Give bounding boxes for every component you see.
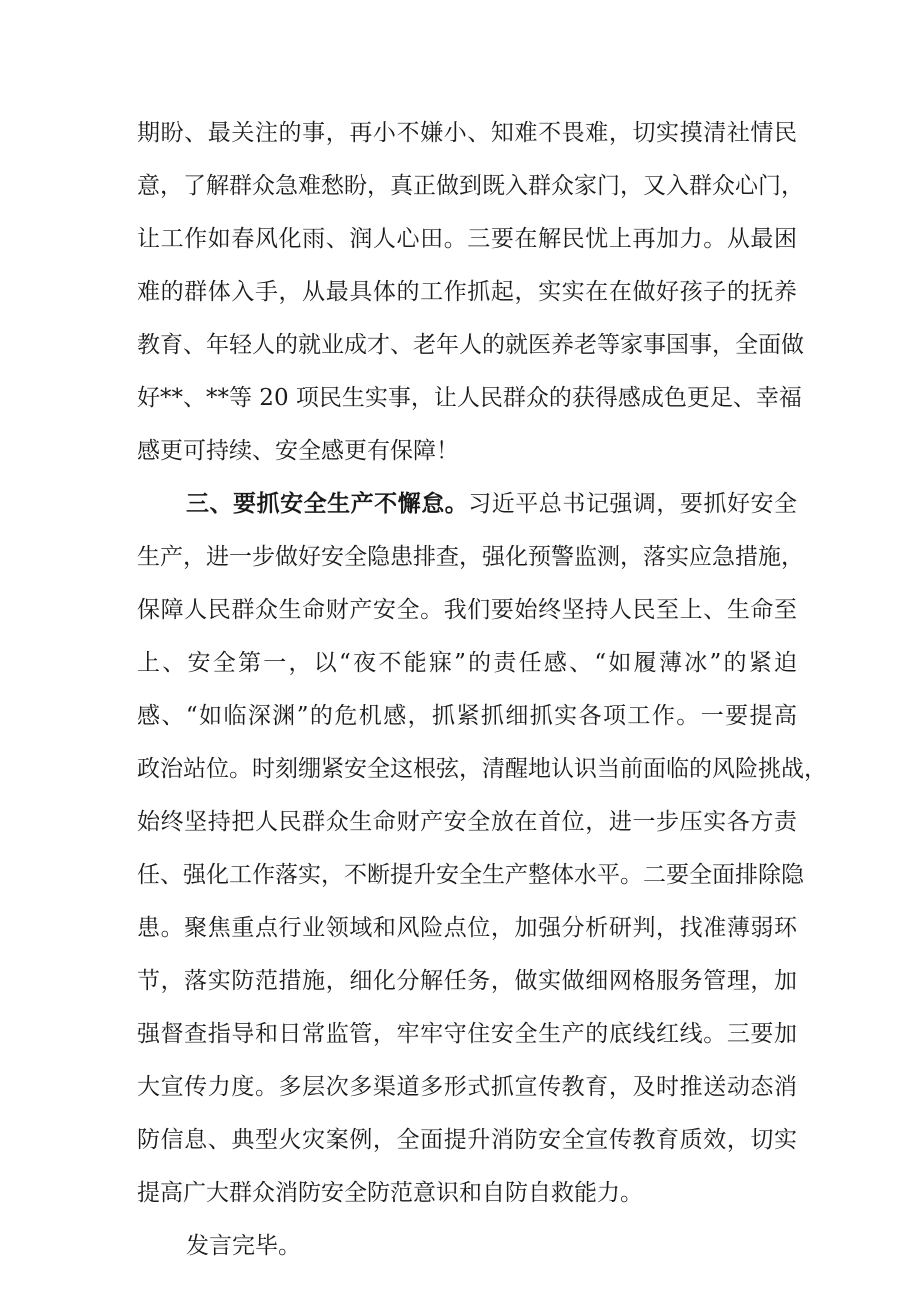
paragraph-1-line-2: 意，了解群众急难愁盼，真正做到既入群众家门，又入群众心门， <box>137 173 804 199</box>
paragraph-1-line-3: 让工作如春风化雨、润人心田。三要在解民忧上再加力。从最困 <box>137 226 797 252</box>
paragraph-2-line-1 <box>186 484 797 524</box>
paragraph-1-line-6: 好**、**等 20 项民生实事，让人民群众的获得感成色更足、幸福 <box>137 385 802 411</box>
paragraph-1-line-7: 感更可持续、安全感更有保障！ <box>137 438 459 464</box>
section-heading: 三、要抓安全生产不懈怠。 <box>186 490 469 517</box>
paragraph-2-line-13: 防信息、典型火灾案例，全面提升消防安全宣传教育质效，切实 <box>137 1127 797 1153</box>
paragraph-2-line-1-rest: 习近平总书记强调，要抓好安全 <box>468 491 798 517</box>
paragraph-2-line-12: 大宣传力度。多层次多渠道多形式抓宣传教育，及时推送动态消 <box>137 1074 797 1100</box>
paragraph-2-line-5: 感、“如临深渊”的危机感，抓紧抓细抓实各项工作。一要提高 <box>137 703 797 729</box>
closing-remark: 发言完毕。 <box>186 1233 301 1259</box>
paragraph-2-line-8: 任、强化工作落实，不断提升安全生产整体水平。二要全面排除隐 <box>137 862 804 888</box>
paragraph-2-line-4: 上、安全第一，以“夜不能寐”的责任感、“如履薄冰”的紧迫 <box>137 650 797 676</box>
paragraph-1-line-1: 期盼、最关注的事，再小不嫌小、知难不畏难，切实摸清社情民 <box>137 120 797 146</box>
paragraph-2-line-14: 提高广大群众消防安全防范意识和自防自救能力。 <box>137 1180 643 1206</box>
paragraph-2-line-10: 节，落实防范措施，细化分解任务，做实做细网格服务管理，加 <box>137 968 797 994</box>
paragraph-2-line-11: 强督查指导和日常监管，牢牢守住安全生产的底线红线。三要加 <box>137 1021 797 1047</box>
paragraph-2-line-6: 政治站位。时刻绷紧安全这根弦，清醒地认识当前面临的风险挑战， <box>137 756 827 782</box>
paragraph-2-line-9: 患。聚焦重点行业领域和风险点位，加强分析研判，找准薄弱环 <box>137 915 797 941</box>
paragraph-1-line-4: 难的群体入手，从最具体的工作抓起，实实在在做好孩子的抚养 <box>137 279 797 305</box>
paragraph-2-line-3: 保障人民群众生命财产安全。我们要始终坚持人民至上、生命至 <box>137 597 797 623</box>
paragraph-1-line-5: 教育、年轻人的就业成才、老年人的就医养老等家事国事，全面做 <box>137 332 804 358</box>
paragraph-2-line-7: 始终坚持把人民群众生命财产安全放在首位，进一步压实各方责 <box>137 809 797 835</box>
paragraph-2-line-2: 生产，进一步做好安全隐患排查，强化预警监测，落实应急措施， <box>137 544 804 570</box>
